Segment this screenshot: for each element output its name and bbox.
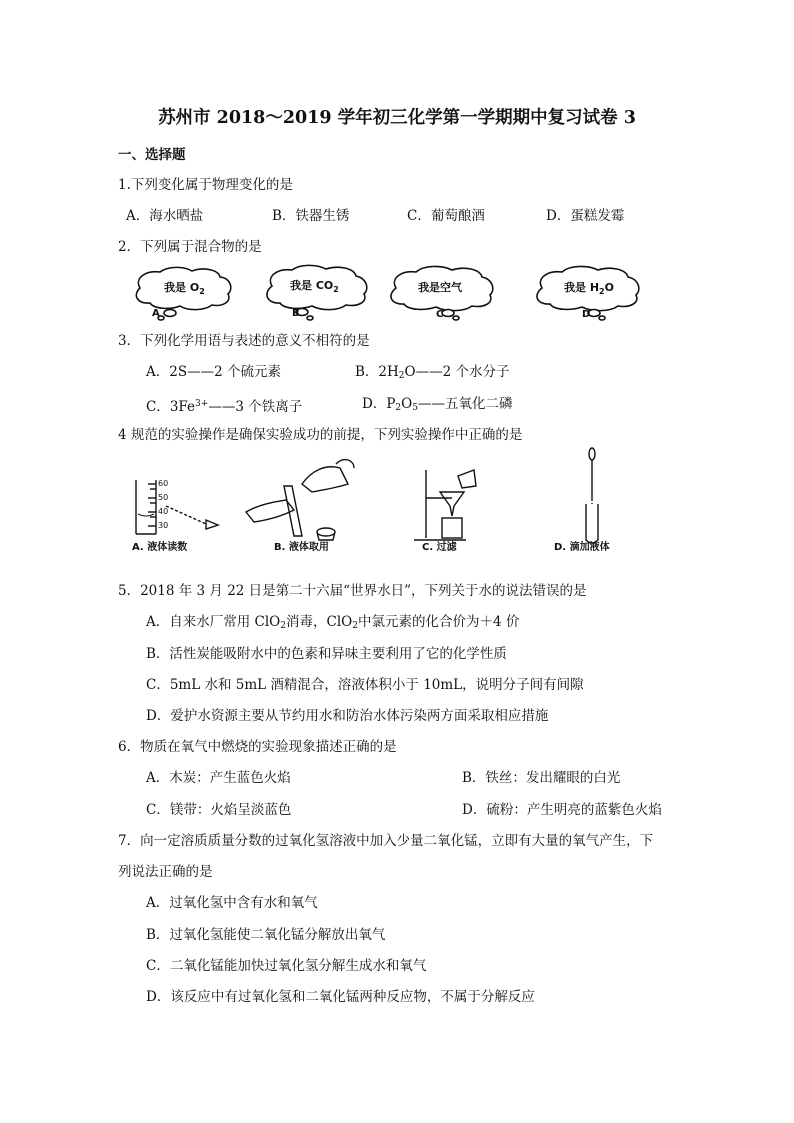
q1-option-a: A．海水晒盐	[126, 208, 204, 224]
question-1-stem: 1.下列变化属于物理变化的是	[118, 177, 293, 193]
question-3-stem: 3．下列化学用语与表述的意义不相符的是	[118, 333, 370, 349]
q3-option-c: C．$3Fe^{3+}——3$ 个铁离子	[146, 399, 303, 415]
question-5-stem: 5．2018 年 3 月 22 日是第二十六届“世界水日”，下列关于水的说法错误的是	[118, 583, 587, 599]
q3-option-b: B．$2H_2O——2$ 个水分子	[355, 364, 510, 381]
caption-d: D. 滴加液体	[554, 542, 610, 553]
question-2-stem: 2．下列属于混合物的是	[118, 239, 262, 255]
question-7-stem-line1: 7．向一定溶质质量分数的过氧化氢溶液中加入少量二氧化锰，立即有大量的氧气产生，下	[118, 833, 654, 849]
question-6-stem: 6．物质在氧气中燃烧的实验现象描述正确的是	[118, 739, 397, 755]
bubble-c-letter: C	[436, 309, 444, 320]
q4-lab-operations-figure	[126, 446, 646, 558]
scale-tick-40: 40	[158, 507, 169, 516]
bubble-d-text: 我是 $H_2O$	[564, 281, 614, 296]
q7-option-d: D．该反应中有过氧化氢和二氧化锰两种反应物，不属于分解反应	[146, 989, 535, 1005]
q5-option-a: A．自来水厂常用 ClO$_2$消毒，ClO$_2$中氯元素的化合价为＋4 价	[146, 614, 520, 631]
q6-option-d: D．硫粉：产生明亮的蓝紫色火焰	[462, 802, 662, 818]
q6-option-b: B．铁丝：发出耀眼的白光	[462, 770, 621, 786]
figure-b-pouring	[246, 460, 354, 540]
q5-option-d: D．爱护水资源主要从节约用水和防治水体污染两方面采取相应措施	[146, 708, 549, 724]
q6-option-c: C．镁带：火焰呈淡蓝色	[146, 802, 292, 818]
page-title: 苏州市 2018～2019 学年初三化学第一学期期中复习试卷 3	[158, 108, 636, 128]
q7-option-c: C．二氧化锰能加快过氧化氢分解生成水和氧气	[146, 958, 427, 974]
bubble-a-letter: A	[152, 308, 160, 319]
q5-option-c: C．5mL 水和 5mL 酒精混合，溶液体积小于 10mL，说明分子间有间隙	[146, 677, 584, 693]
q3-option-a: A．2S——2 个硫元素	[146, 364, 281, 380]
question-7-stem-line2: 列说法正确的是	[118, 864, 213, 880]
bubble-d-letter: D	[582, 309, 591, 320]
bubble-b-text: 我是 $CO_2$	[290, 279, 339, 294]
scale-tick-50: 50	[158, 493, 169, 502]
q2-thought-bubbles-figure	[130, 264, 650, 322]
caption-c: C. 过滤	[422, 542, 457, 553]
q1-option-d: D．蛋糕发霉	[546, 208, 625, 224]
figure-a-cylinder	[136, 480, 218, 534]
q1-option-b: B．铁器生锈	[272, 208, 350, 224]
bubble-c-text: 我是空气	[418, 281, 462, 294]
scale-tick-30: 30	[158, 521, 169, 530]
caption-b: B. 液体取用	[274, 542, 329, 553]
figure-d-dropper	[586, 448, 598, 543]
section-heading: 一、选择题	[118, 147, 186, 163]
caption-a: A. 液体读数	[132, 542, 188, 553]
scale-tick-60: 60	[158, 479, 169, 488]
figure-c-filtration	[414, 470, 476, 540]
q1-option-c: C．葡萄酿酒	[407, 208, 485, 224]
bubble-b-letter: B	[292, 308, 300, 319]
bubble-a-text: 我是 $O_2$	[164, 281, 205, 296]
question-4-stem: 4 规范的实验操作是确保实验成功的前提，下列实验操作中正确的是	[118, 427, 523, 443]
q3-option-d: D．$P_2O_5——$五氧化二磷	[362, 396, 513, 413]
q7-option-b: B．过氧化氢能使二氧化锰分解放出氧气	[146, 927, 386, 943]
q5-option-b: B．活性炭能吸附水中的色素和异味主要利用了它的化学性质	[146, 646, 507, 662]
q6-option-a: A．木炭：产生蓝色火焰	[146, 770, 291, 786]
q7-option-a: A．过氧化氢中含有水和氧气	[146, 895, 318, 911]
